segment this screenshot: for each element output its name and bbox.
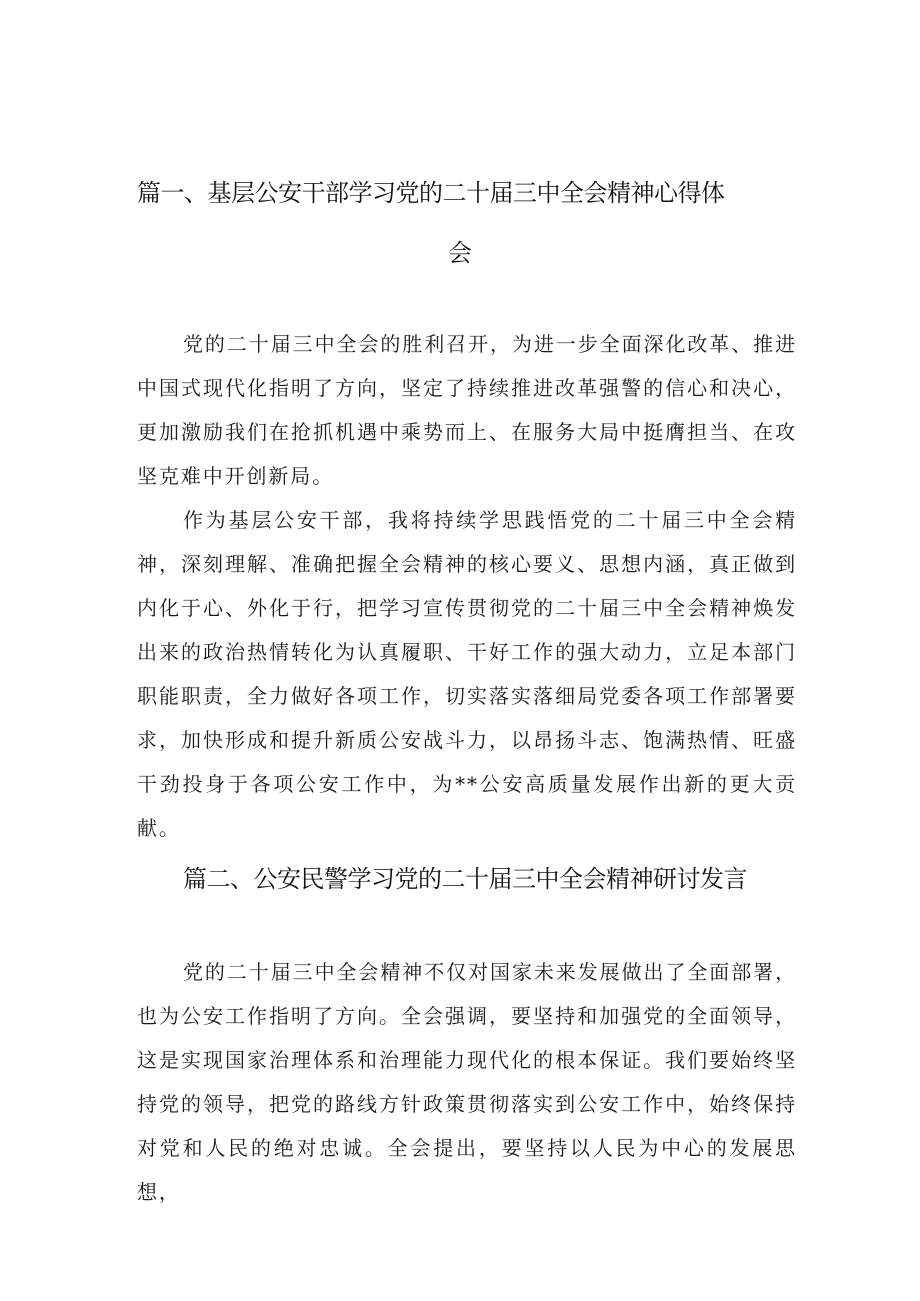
section1-title-line1: 篇一、基层公安干部学习党的二十届三中全会精神心得体 <box>137 179 725 207</box>
section1-paragraph-2: 作为基层公安干部，我将持续学思践悟党的二十届三中全会精神，深刻理解、准确把握全会精神的核心要义、思想内涵，真正做到内化于心、外化于行，把学习宣传贯彻党的二十届三中全会精神焕发出来的政治热情转化为认真履职、干好工作的强大动力，立足本部门职能职责，全力做好各项工作，切实落实落细局党委各项工作部署要求，加快形成和提升新质公安战斗力，以昂扬斗志、饱满热情、旺盛干劲投身于各项公安工作中，为**公安高质量发展作出新的更大贡献。 <box>137 508 797 840</box>
section2-paragraph-1: 党的二十届三中全会精神不仅对国家未来发展做出了全面部署，也为公安工作指明了方向。全会强调，要坚持和加强党的全面领导，这是实现国家治理体系和治理能力现代化的根本保证。我们要始终坚持党的领导，把党的路线方针政策贯彻落实到公安工作中，始终保持对党和人民的绝对忠诚。全会提出，要坚持以人民为中心的发展思想， <box>137 960 797 1204</box>
section1-title-line2: 会 <box>448 239 472 267</box>
section1-paragraph-1: 党的二十届三中全会的胜利召开，为进一步全面深化改革、推进中国式现代化指明了方向，坚定了持续推进改革强警的信心和决心，更加激励我们在抢抓机遇中乘势而上、在服务大局中挺膺担当、在攻坚克难中开创新局。 <box>137 332 797 488</box>
section1-body <box>137 322 797 850</box>
section2-body <box>137 950 797 1214</box>
section2-title: 篇二、公安民警学习党的二十届三中全会精神研讨发言 <box>183 865 747 893</box>
